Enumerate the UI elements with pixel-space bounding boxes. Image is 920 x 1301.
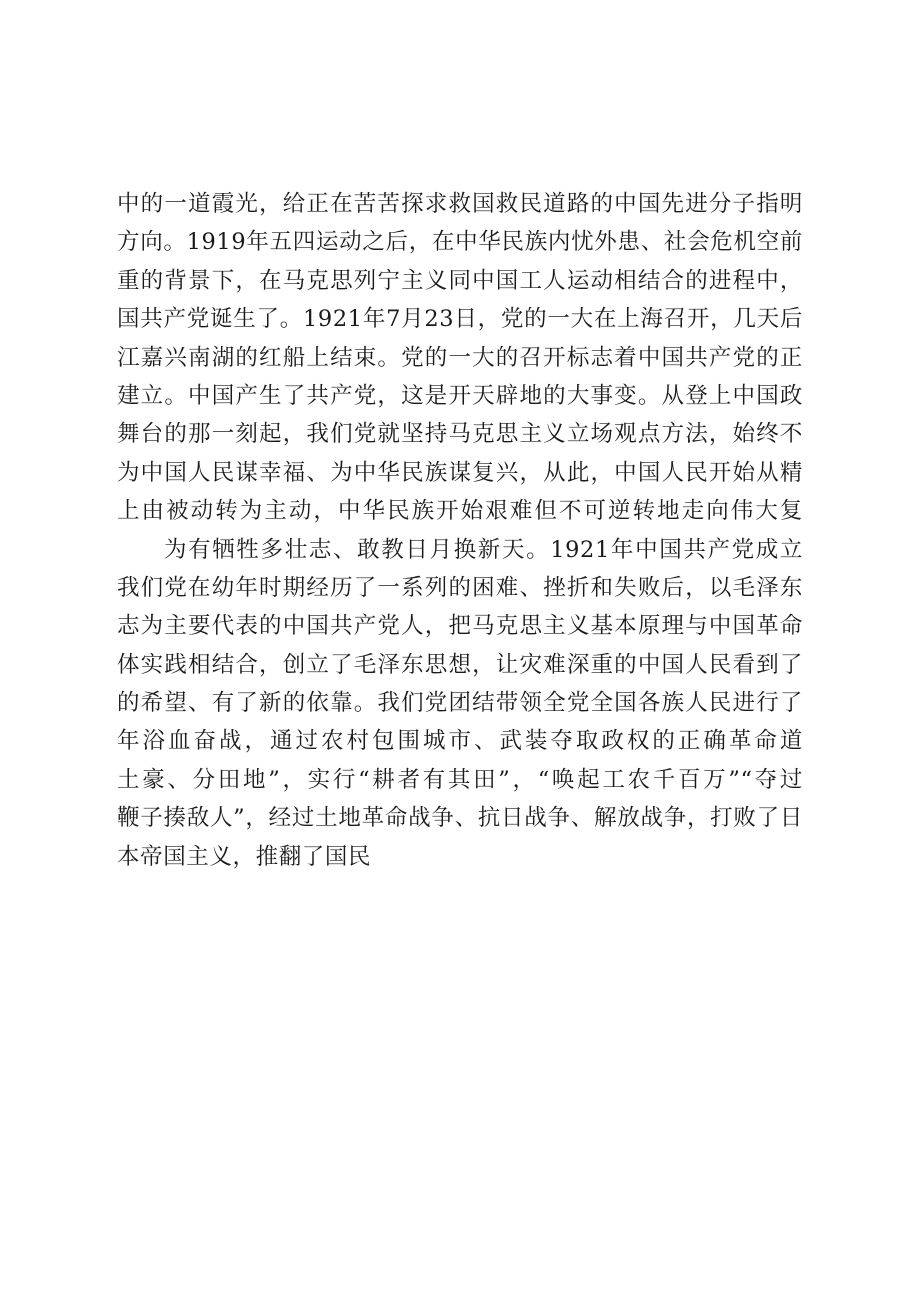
text-line: 土豪、分田地”，实行“耕者有其田”，“唤起工农千百万”“夺过 xyxy=(117,766,803,793)
text-line: 上由被动转为主动，中华民族开始艰难但不可逆转地走向伟大复 xyxy=(117,498,803,525)
text-line: 鞭子揍敌人”，经过土地革命战争、抗日战争、解放战争，打败了日 xyxy=(117,805,803,832)
text-line: 年浴血奋战，通过农村包围城市、武装夺取政权的正确革命道 xyxy=(117,728,803,755)
text-line: 本帝国主义，推翻了国民 xyxy=(117,843,372,870)
text-line: 为有牺牲多壮志、敢教日月换新天。1921年中国共产党成立 xyxy=(164,536,803,563)
text-line: 重的背景下，在马克思列宁主义同中国工人运动相结合的进程中， xyxy=(117,267,803,294)
text-line: 中的一道霞光，给正在苦苦探求救国救民道路的中国先进分子指明 xyxy=(117,191,803,217)
paragraph-1 xyxy=(117,185,803,531)
body-text xyxy=(117,185,803,876)
text-line: 江嘉兴南湖的红船上结束。党的一大的召开标志着中国共产党的正 xyxy=(117,344,803,371)
text-line: 建立。中国产生了共产党，这是开天辟地的大事变。从登上中国政 xyxy=(117,382,803,409)
text-line: 国共产党诞生了。1921年7月23日，党的一大在上海召开，几天后 xyxy=(117,306,803,333)
text-line: 为中国人民谋幸福、为中华民族谋复兴，从此，中国人民开始从精 xyxy=(117,459,803,486)
paragraph-2 xyxy=(117,531,803,877)
text-line: 我们党在幼年时期经历了一系列的困难、挫折和失败后，以毛泽东 xyxy=(117,574,803,601)
text-line: 舞台的那一刻起，我们党就坚持马克思主义立场观点方法，始终不 xyxy=(117,421,803,448)
text-line: 体实践相结合，创立了毛泽东思想，让灾难深重的中国人民看到了 xyxy=(117,651,803,678)
text-line: 志为主要代表的中国共产党人，把马克思主义基本原理与中国革命 xyxy=(117,613,803,640)
text-line: 方向。1919年五四运动之后，在中华民族内忧外患、社会危机空前 xyxy=(117,229,803,256)
text-line: 的希望、有了新的依靠。我们党团结带领全党全国各族人民进行了 xyxy=(117,690,803,717)
